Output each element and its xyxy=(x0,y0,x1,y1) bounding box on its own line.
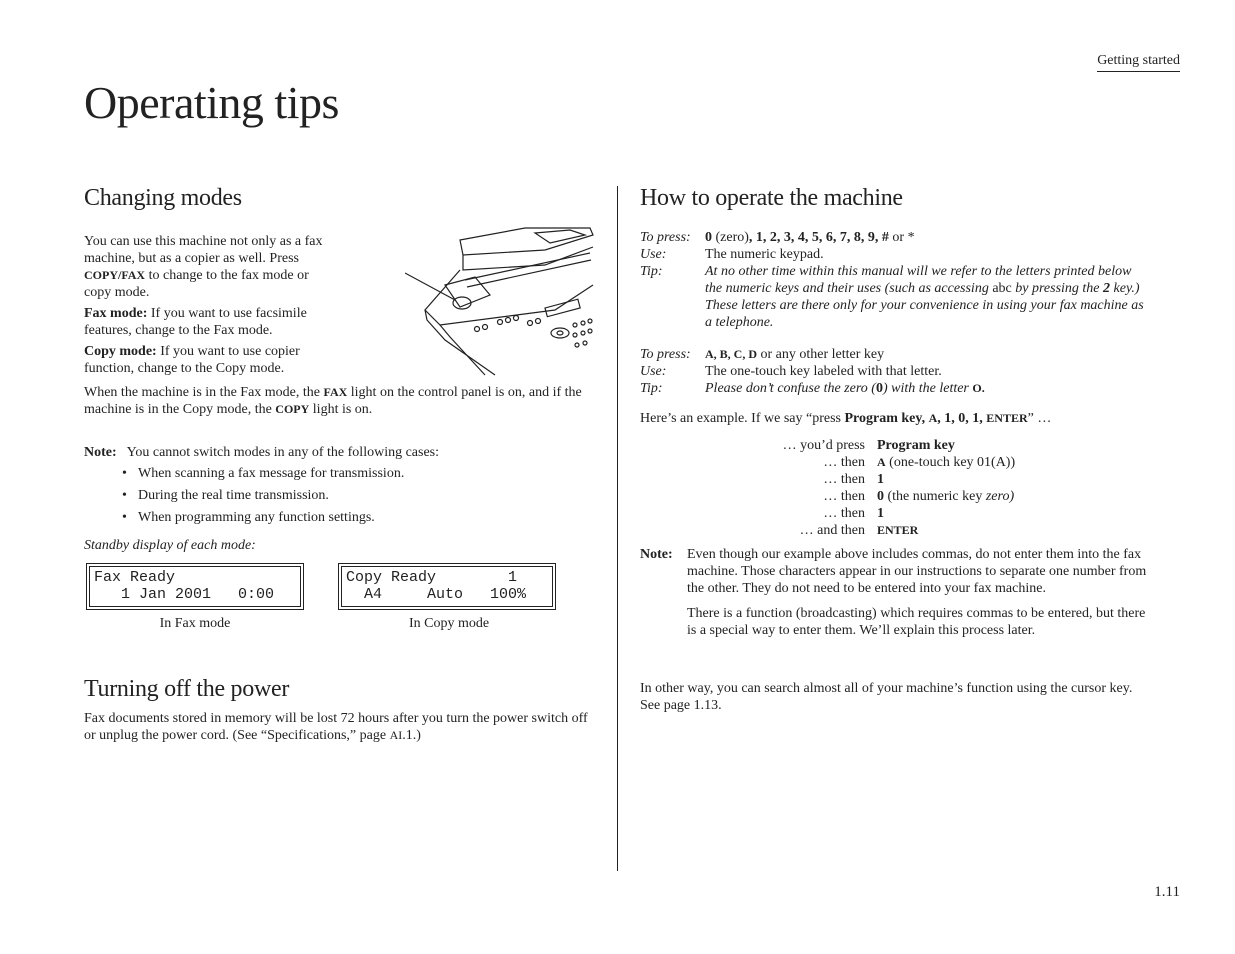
sequence-lead: … then xyxy=(823,506,865,521)
column-divider xyxy=(617,186,618,871)
page-number: 1.11 xyxy=(1154,884,1180,900)
sequence-lead: … then xyxy=(823,455,865,470)
fax-display-line1: Fax Ready xyxy=(94,569,176,586)
numeric-keypad-block xyxy=(640,229,1150,331)
copy-mode-label: Copy mode: xyxy=(84,344,157,359)
sequence-step xyxy=(877,454,1150,471)
copy-mode-paragraph xyxy=(84,343,329,377)
cursor-key-text: In other way, you can search almost all of your machine’s function using the cursor key. See page 1.13. xyxy=(640,681,1133,713)
tip-text xyxy=(705,263,1150,331)
to-press-label: To press: xyxy=(640,347,691,362)
fax-mode-label: Fax mode: xyxy=(84,306,148,321)
letter-key-block xyxy=(640,346,1150,397)
sequence-step xyxy=(877,488,1150,505)
tip-text-2: ) with the letter xyxy=(882,381,973,396)
use-label: Use: xyxy=(640,247,667,262)
turning-off-heading: Turning off the power xyxy=(84,676,290,702)
light-text-1: When the machine is in the Fax mode, the xyxy=(84,385,324,400)
light-text-2: light on the control panel is on, and if the machine is in the Copy mode, the xyxy=(84,385,582,417)
example-text-2: ” … xyxy=(1027,411,1052,426)
note-label: Note: xyxy=(84,445,117,460)
note-paragraph-2: There is a function (broadcasting) which requires commas to be entered, but there is a special way to enter them. We’ll explain this process later. xyxy=(687,606,1146,638)
changing-modes-heading: Changing modes xyxy=(84,185,242,211)
tip-abc: abc xyxy=(992,281,1012,296)
to-press-letter-keys xyxy=(705,346,1150,363)
sequence-note: (the numeric key xyxy=(884,489,986,504)
note-label: Note: xyxy=(640,547,673,562)
fax-mode-display xyxy=(86,563,304,610)
use-label: Use: xyxy=(640,364,667,379)
light-text-3: light is on. xyxy=(309,402,373,417)
letter-keys: A, B, C, D xyxy=(705,347,758,361)
fax-mode-text: If you want to use facsimile features, change to the Fax mode. xyxy=(84,306,307,338)
turning-off-text xyxy=(84,710,589,744)
fax-display-caption: In Fax mode xyxy=(159,616,231,631)
note-paragraph-1: Even though our example above includes commas, do not enter them into the fax machine. Those characters appear in our instructions to separate one number from the other. They do not need to be entered into your fax machine. xyxy=(687,547,1147,596)
star-key: or * xyxy=(888,230,915,245)
copy-display-screen xyxy=(341,566,553,607)
turning-off-text-2: .1.) xyxy=(402,728,421,743)
sequence-lead: … then xyxy=(823,472,865,487)
tip-text-2: by pressing the xyxy=(1011,281,1104,296)
copy-light-key: COPY xyxy=(275,402,310,416)
numeric-keys: , 1, 2, 3, 4, 5, 6, 7, 8, 9, # xyxy=(748,230,889,245)
copy-mode-text: If you want to use copier function, change to the Copy mode. xyxy=(84,344,300,376)
sequence-key: 0 xyxy=(877,489,884,504)
to-press-label: To press: xyxy=(640,230,691,245)
tip-zero: 0 xyxy=(875,381,883,396)
commas-note xyxy=(640,546,1150,639)
tip-text-1: At no other time within this manual will we refer to the letters printed below the numeric keys and their uses (such as accessing xyxy=(705,264,1132,296)
tip-two-key: 2 xyxy=(1103,281,1111,296)
fax-display-screen xyxy=(89,566,301,607)
sequence-key: ENTER xyxy=(877,523,919,537)
mode-switch-note xyxy=(84,444,604,531)
note-list xyxy=(120,465,604,526)
copy-mode-display xyxy=(338,563,556,610)
sequence-step xyxy=(877,505,1150,522)
key-sequence xyxy=(640,437,1150,539)
changing-modes-intro-block xyxy=(84,233,329,377)
example-text-1: Here’s an example. If we say “press xyxy=(640,411,845,426)
use-text: The numeric keypad. xyxy=(705,247,824,262)
appendix-ref: AI xyxy=(389,728,403,742)
running-header: Getting started xyxy=(1097,53,1180,72)
tip-text-1: Please don’t confuse the zero ( xyxy=(705,381,876,396)
use-text: The one-touch key labeled with that letter. xyxy=(705,364,942,379)
letter-keys-rest: or any other letter key xyxy=(757,347,885,362)
fax-light-key: FAX xyxy=(323,385,348,399)
intro-text-1: You can use this machine not only as a fax machine, but as a copier as well. Press xyxy=(84,234,323,266)
example-digits: , 1, 0, 1, xyxy=(937,411,987,426)
tip-text-3: key.) These letters are there only for your convenience in using your fax machine as a telephone. xyxy=(705,281,1144,330)
tip-letter-o: O. xyxy=(972,381,985,395)
copy-display-line1: Copy Ready 1 xyxy=(346,569,518,586)
fax-display-line2: 1 Jan 2001 0:00 xyxy=(94,586,275,603)
sequence-lead: … you’d press xyxy=(782,438,865,453)
sequence-key: A xyxy=(877,455,886,469)
tip-text xyxy=(705,380,1150,397)
tip-label: Tip: xyxy=(640,381,663,396)
copy-display-line2: A4 Auto 100% xyxy=(346,586,527,603)
intro-text-2: to change to the fax mode or copy mode. xyxy=(84,268,309,300)
changing-modes-intro xyxy=(84,233,329,301)
note-body xyxy=(687,546,1150,639)
zero-note: (zero) xyxy=(712,230,749,245)
note-text: You cannot switch modes in any of the following cases: xyxy=(126,445,440,460)
example-a-key: A xyxy=(928,411,938,425)
list-item: • When scanning a fax message for transmission. xyxy=(120,465,604,482)
standby-caption: Standby display of each mode: xyxy=(84,538,256,553)
sequence-lead: … and then xyxy=(799,523,865,538)
sequence-note-italic: zero) xyxy=(985,489,1015,504)
sequence-lead: … then xyxy=(823,489,865,504)
fax-mode-paragraph xyxy=(84,305,329,339)
example-intro xyxy=(640,410,1051,427)
sequence-key: 1 xyxy=(877,506,884,521)
sequence-step xyxy=(877,437,1150,454)
to-press-keys xyxy=(705,229,1150,246)
how-to-operate-heading: How to operate the machine xyxy=(640,185,903,211)
example-program-key: Program key, xyxy=(844,411,929,426)
sequence-step xyxy=(877,471,1150,488)
zero-key: 0 xyxy=(705,230,712,245)
tip-label: Tip: xyxy=(640,264,663,279)
list-item: • When programming any function settings. xyxy=(120,509,604,526)
page-title: Operating tips xyxy=(84,77,339,128)
list-item: • During the real time transmission. xyxy=(120,487,604,504)
copy-display-caption: In Copy mode xyxy=(408,616,490,631)
sequence-note: (one-touch key 01(A)) xyxy=(885,455,1016,470)
copy-fax-key: COPY/FAX xyxy=(84,268,146,282)
example-enter-key: ENTER xyxy=(986,411,1028,425)
sequence-step xyxy=(877,522,1150,539)
mode-light-paragraph xyxy=(84,384,594,418)
sequence-key: 1 xyxy=(877,472,884,487)
sequence-key: Program key xyxy=(877,438,955,453)
turning-off-text-1: Fax documents stored in memory will be lost 72 hours after you turn the power switch off or unplug the power cord. (See “Specifications,” page xyxy=(84,711,588,743)
fax-machine-illustration xyxy=(405,225,595,380)
